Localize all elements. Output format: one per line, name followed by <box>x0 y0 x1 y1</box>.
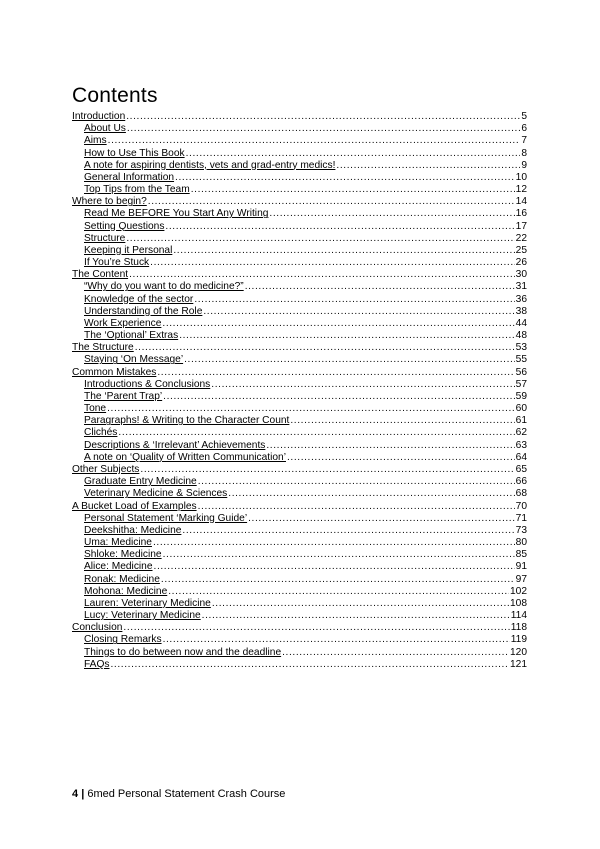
toc-page-number: 38 <box>515 305 527 317</box>
toc-entry-title: Ronak: Medicine <box>84 573 160 585</box>
toc-subsection-link[interactable] <box>72 561 527 573</box>
toc-entry-title: Structure <box>84 232 126 244</box>
toc-entry-title: Introduction <box>72 111 126 122</box>
toc-entry-title: Work Experience <box>84 317 162 329</box>
toc-entry-title: If You’re Stuck <box>84 257 150 269</box>
toc-entry-title: The ‘Parent Trap’ <box>84 390 163 402</box>
toc-dot-leader <box>198 501 515 513</box>
toc-entry-title: Mohona: Medicine <box>84 585 168 597</box>
toc-page-number: 30 <box>515 269 527 281</box>
toc-entry-title: Lucy: Veterinary Medicine <box>84 610 201 622</box>
toc-dot-leader <box>135 342 515 354</box>
toc-page-number: 73 <box>515 524 527 536</box>
toc-page-number: 56 <box>515 366 527 378</box>
toc-page-number: 36 <box>515 293 527 305</box>
toc-dot-leader <box>336 160 520 172</box>
toc-dot-leader <box>179 330 514 342</box>
toc-page-number: 8 <box>521 147 527 159</box>
toc-page-number: 25 <box>515 244 527 256</box>
toc-dot-leader <box>266 440 514 452</box>
toc-page-number: 68 <box>515 488 527 500</box>
toc-subsection-link[interactable] <box>72 245 527 257</box>
toc-dot-leader <box>153 537 515 549</box>
toc-page-number: 7 <box>521 135 527 147</box>
toc-subsection-link[interactable] <box>72 634 527 646</box>
toc-entry-title: Read Me BEFORE You Start Any Writing <box>84 208 269 220</box>
toc-page-number: 120 <box>510 646 527 658</box>
toc-section-link[interactable] <box>72 501 527 513</box>
toc-subsection-link[interactable] <box>72 586 527 598</box>
toc-dot-leader <box>150 257 515 269</box>
toc-dot-leader <box>194 294 514 306</box>
toc-page-number: 71 <box>515 512 527 524</box>
toc-dot-leader <box>198 476 515 488</box>
toc-subsection-link[interactable] <box>72 476 527 488</box>
toc-dot-leader <box>163 549 515 561</box>
toc-dot-leader <box>110 659 509 671</box>
footer-page-number: 4 <box>72 788 79 800</box>
toc-page-number: 26 <box>515 257 527 269</box>
toc-entry-title: Descriptions & ‘Irrelevant’ Achievements <box>84 439 266 451</box>
toc-entry-title: Paragraphs! & Writing to the Character Count <box>84 415 290 427</box>
toc-subsection-link[interactable] <box>72 184 527 196</box>
toc-page-number: 114 <box>510 610 527 622</box>
toc-dot-leader <box>161 574 515 586</box>
toc-dot-leader <box>175 172 515 184</box>
toc-entry-title: General Information <box>84 171 175 183</box>
toc-subsection-link[interactable] <box>72 659 527 671</box>
toc-page-number: 97 <box>515 573 527 585</box>
toc-page-number: 80 <box>515 537 527 549</box>
toc-subsection-link[interactable] <box>72 233 527 245</box>
toc-page-number: 70 <box>515 500 527 512</box>
toc-entry-title: Lauren: Veterinary Medicine <box>84 597 211 609</box>
toc-section-link[interactable] <box>72 111 527 123</box>
toc-page-number: 17 <box>515 220 527 232</box>
toc-dot-leader <box>248 513 515 525</box>
toc-subsection-link[interactable] <box>72 306 527 318</box>
toc-page-number: 59 <box>515 390 527 402</box>
toc-entry-title: The Structure <box>72 342 134 354</box>
toc-entry-title: “Why do you want to do medicine?” <box>84 281 244 293</box>
toc-dot-leader <box>203 306 514 318</box>
toc-subsection-link[interactable] <box>72 294 527 306</box>
toc-entry-title: Common Mistakes <box>72 366 157 378</box>
toc-page-number: 55 <box>515 354 527 366</box>
footer-title: 6med Personal Statement Crash Course <box>87 788 286 800</box>
toc-subsection-link[interactable] <box>72 549 527 561</box>
table-of-contents <box>72 111 527 671</box>
toc-entry-title: Alice: Medicine <box>84 561 153 573</box>
toc-page-number: 31 <box>515 281 527 293</box>
toc-dot-leader <box>163 634 510 646</box>
toc-page-number: 53 <box>515 342 527 354</box>
toc-page-number: 6 <box>521 123 527 135</box>
toc-dot-leader <box>184 354 515 366</box>
toc-dot-leader <box>129 269 515 281</box>
toc-dot-leader <box>126 233 514 245</box>
toc-subsection-link[interactable] <box>72 281 527 293</box>
toc-page-number: 60 <box>515 403 527 415</box>
toc-dot-leader <box>287 452 515 464</box>
toc-entry-title: A Bucket Load of Examples <box>72 500 197 512</box>
toc-page-number: 22 <box>515 232 527 244</box>
toc-entry-title: A note for aspiring dentists, vets and grad-entry medics! <box>84 159 336 171</box>
page-title: Contents <box>72 84 158 107</box>
toc-dot-leader <box>228 488 514 500</box>
toc-entry-title: Conclusion <box>72 622 123 634</box>
toc-subsection-link[interactable] <box>72 330 527 342</box>
toc-subsection-link[interactable] <box>72 221 527 233</box>
toc-page-number: 44 <box>515 317 527 329</box>
toc-dot-leader <box>140 464 514 476</box>
toc-entry-title: The ‘Optional’ Extras <box>84 330 179 342</box>
toc-entry-title: Closing Remarks <box>84 634 162 646</box>
toc-dot-leader <box>186 148 521 160</box>
toc-page-number: 65 <box>515 463 527 475</box>
toc-section-link[interactable] <box>72 269 527 281</box>
toc-subsection-link[interactable] <box>72 525 527 537</box>
toc-subsection-link[interactable] <box>72 415 527 427</box>
footer-separator: | <box>81 788 85 800</box>
toc-subsection-link[interactable] <box>72 403 527 415</box>
toc-page-number: 118 <box>510 622 527 634</box>
toc-section-link[interactable] <box>72 196 527 208</box>
toc-dot-leader <box>212 598 509 610</box>
toc-page-number: 108 <box>510 597 527 609</box>
toc-subsection-link[interactable] <box>72 172 527 184</box>
toc-page-number: 61 <box>515 415 527 427</box>
toc-subsection-link[interactable] <box>72 537 527 549</box>
toc-subsection-link[interactable] <box>72 440 527 452</box>
toc-page-number: 9 <box>521 159 527 171</box>
toc-subsection-link[interactable] <box>72 160 527 172</box>
toc-dot-leader <box>163 391 515 403</box>
toc-subsection-link[interactable] <box>72 391 527 403</box>
toc-section-link[interactable] <box>72 367 527 379</box>
toc-entry-title: Introductions & Conclusions <box>84 378 211 390</box>
toc-subsection-link[interactable] <box>72 208 527 220</box>
toc-entry-title: FAQs <box>84 658 110 670</box>
toc-subsection-link[interactable] <box>72 488 527 500</box>
toc-entry-title: About Us <box>84 123 126 135</box>
toc-entry-title: Aims <box>84 135 107 147</box>
toc-dot-leader <box>168 586 509 598</box>
toc-entry-title: A note on ‘Quality of Written Communication’ <box>84 451 286 463</box>
toc-dot-leader <box>127 123 520 135</box>
toc-entry-title: Where to begin? <box>72 196 147 208</box>
toc-entry-title: The Content <box>72 269 129 281</box>
toc-page-number: 64 <box>515 451 527 463</box>
toc-dot-leader <box>126 111 520 123</box>
toc-page-number: 102 <box>510 585 527 597</box>
toc-dot-leader <box>182 525 514 537</box>
toc-section-link[interactable] <box>72 622 527 634</box>
toc-page-number: 12 <box>515 184 527 196</box>
toc-page-number: 57 <box>515 378 527 390</box>
toc-page-number: 14 <box>515 196 527 208</box>
toc-dot-leader <box>269 208 514 220</box>
toc-dot-leader <box>108 135 521 147</box>
toc-dot-leader <box>107 403 515 415</box>
toc-subsection-link[interactable] <box>72 574 527 586</box>
toc-section-link[interactable] <box>72 342 527 354</box>
toc-entry-title: Veterinary Medicine & Sciences <box>84 488 228 500</box>
toc-subsection-link[interactable] <box>72 354 527 366</box>
toc-page-number: 119 <box>510 634 527 646</box>
toc-dot-leader <box>191 184 515 196</box>
toc-page-number: 10 <box>515 171 527 183</box>
toc-entry-title: Clichés <box>84 427 118 439</box>
toc-dot-leader <box>165 221 514 233</box>
toc-subsection-link[interactable] <box>72 379 527 391</box>
toc-entry-title: Uma: Medicine <box>84 537 152 549</box>
toc-dot-leader <box>202 610 510 622</box>
toc-page-number: 121 <box>510 658 527 670</box>
toc-entry-title: Top Tips from the Team <box>84 184 190 196</box>
toc-dot-leader <box>245 281 515 293</box>
toc-subsection-link[interactable] <box>72 647 527 659</box>
toc-dot-leader <box>118 427 514 439</box>
toc-dot-leader <box>123 622 509 634</box>
toc-entry-title: Graduate Entry Medicine <box>84 476 197 488</box>
toc-entry-title: Things to do between now and the deadline <box>84 646 282 658</box>
toc-dot-leader <box>157 367 514 379</box>
toc-page-number: 91 <box>515 561 527 573</box>
toc-subsection-link[interactable] <box>72 513 527 525</box>
toc-section-link[interactable] <box>72 464 527 476</box>
toc-entry-title: Personal Statement ‘Marking Guide’ <box>84 512 248 524</box>
toc-subsection-link[interactable] <box>72 610 527 622</box>
toc-subsection-link[interactable] <box>72 135 527 147</box>
toc-entry-title: Other Subjects <box>72 463 140 475</box>
toc-dot-leader <box>162 318 514 330</box>
toc-dot-leader <box>290 415 514 427</box>
toc-page-number: 63 <box>515 439 527 451</box>
toc-subsection-link[interactable] <box>72 318 527 330</box>
toc-page-number: 62 <box>515 427 527 439</box>
toc-entry-title: Staying ‘On Message’ <box>84 354 184 366</box>
toc-dot-leader <box>173 245 514 257</box>
toc-subsection-link[interactable] <box>72 598 527 610</box>
toc-entry-title: Shloke: Medicine <box>84 549 162 561</box>
toc-page-number: 5 <box>521 111 527 122</box>
toc-entry-title: Setting Questions <box>84 220 165 232</box>
toc-subsection-link[interactable] <box>72 427 527 439</box>
toc-page-number: 48 <box>515 330 527 342</box>
toc-subsection-link[interactable] <box>72 148 527 160</box>
toc-subsection-link[interactable] <box>72 452 527 464</box>
toc-entry-title: How to Use This Book <box>84 147 185 159</box>
toc-subsection-link[interactable] <box>72 257 527 269</box>
toc-dot-leader <box>211 379 514 391</box>
toc-dot-leader <box>282 647 509 659</box>
toc-page-number: 16 <box>515 208 527 220</box>
toc-page-number: 85 <box>515 549 527 561</box>
toc-dot-leader <box>148 196 515 208</box>
toc-entry-title: Knowledge of the sector <box>84 293 194 305</box>
toc-entry-title: Understanding of the Role <box>84 305 203 317</box>
toc-entry-title: Keeping it Personal <box>84 244 173 256</box>
page-footer <box>72 788 285 800</box>
toc-entry-title: Deekshitha: Medicine <box>84 524 182 536</box>
toc-subsection-link[interactable] <box>72 123 527 135</box>
toc-entry-title: Tone <box>84 403 107 415</box>
toc-dot-leader <box>154 561 515 573</box>
toc-page-number: 66 <box>515 476 527 488</box>
